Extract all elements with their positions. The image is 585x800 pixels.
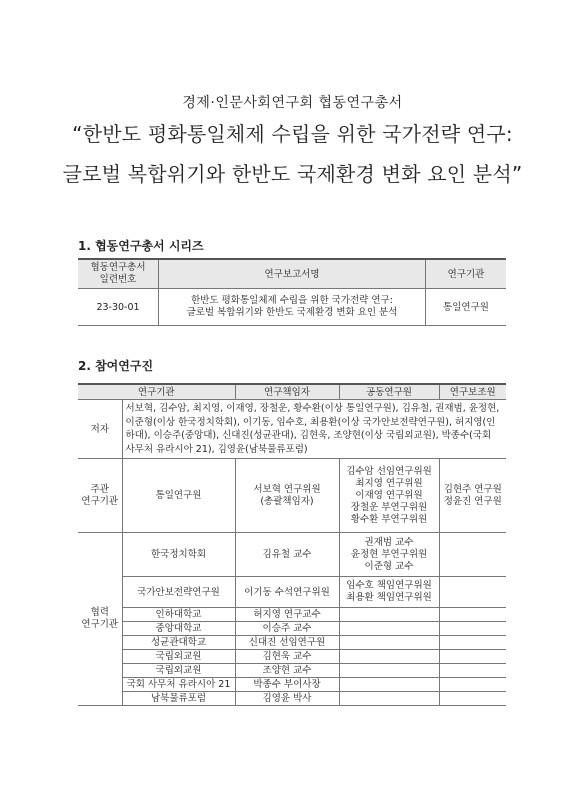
series-number: 23-30-01	[78, 289, 159, 326]
partner-co-researchers	[339, 678, 439, 692]
header-report-name: 연구보고서명	[159, 259, 426, 289]
partner-assistants	[439, 622, 506, 636]
partner-institutions-label: 협력 연구기관	[78, 533, 122, 706]
report-name: 한반도 평화통일체제 수립을 위한 국가전략 연구: 글로벌 복합위기와 한반도 국제환경 변화 요인 분석	[159, 289, 426, 326]
researchers-table	[78, 383, 506, 706]
header-series-number: 협동연구총서 일련번호	[78, 259, 159, 289]
partner-pi: 이기동 수석연구위원	[235, 577, 339, 608]
partner-institution: 국립외교원	[122, 650, 235, 664]
section-series-title: 1. 협동연구총서 시리즈	[78, 239, 204, 253]
partner-institution: 국립외교원	[122, 664, 235, 678]
lead-institution-name: 통일연구원	[122, 459, 235, 533]
partner-pi: 김유철 교수	[235, 533, 339, 577]
partner-institution: 성균관대학교	[122, 636, 235, 650]
partner-assistants	[439, 577, 506, 608]
header-assistants: 연구보조원	[439, 384, 506, 400]
partner-assistants	[439, 636, 506, 650]
table-row	[78, 692, 506, 706]
partner-pi: 조양현 교수	[235, 664, 339, 678]
lead-institution-row	[78, 459, 506, 533]
report-institution: 통일연구원	[426, 289, 507, 326]
section-researchers-title: 2. 참여연구진	[78, 359, 154, 373]
lead-assistants: 김현주 연구원 정윤진 연구원	[439, 459, 506, 533]
partner-institution: 국가안보전략연구원	[122, 577, 235, 608]
header-institution: 연구기관	[426, 259, 507, 289]
lead-pi: 서보혁 연구위원 (총괄책임자)	[235, 459, 339, 533]
partner-co-researchers	[339, 692, 439, 706]
authors-list: 서보혁, 김수암, 최지영, 이재영, 장철운, 황수환(이상 통일연구원), 김유철, 권재범, 윤정현, 이준형(이상 한국정치학회), 이기동, 임수호, 최용환(이상 국가안보전략연구원), 허지영(인하대), 이승주(중앙대), 신대진(성균관대), 김현욱, 조양현(이상 국립외교원), 박종수(국회 사무처 유라시아 21), 김영윤(남북물류포럼)	[122, 400, 506, 459]
partner-co-researchers	[339, 650, 439, 664]
partner-pi: 김영윤 박사	[235, 692, 339, 706]
partner-institution: 중앙대학교	[122, 622, 235, 636]
partner-assistants	[439, 608, 506, 622]
authors-label: 저자	[78, 400, 122, 459]
partner-pi: 김현욱 교수	[235, 650, 339, 664]
partner-assistants	[439, 533, 506, 577]
series-subtitle: 경제·인문사회연구회 협동연구총서	[182, 95, 403, 111]
partner-institution: 국회 사무처 유라시아 21	[122, 678, 235, 692]
table-row	[78, 678, 506, 692]
table-row	[78, 622, 506, 636]
partner-assistants	[439, 664, 506, 678]
partner-assistants	[439, 692, 506, 706]
partner-co-researchers	[339, 636, 439, 650]
partner-assistants	[439, 678, 506, 692]
partner-pi: 이승주 교수	[235, 622, 339, 636]
table-row	[78, 664, 506, 678]
header-pi: 연구책임자	[235, 384, 339, 400]
lead-institution-label: 주관 연구기관	[78, 459, 122, 533]
lead-co-researchers: 김수암 선임연구위원 최지영 연구위원 이재영 연구위원 장철운 부연구위원 황수환 부연구위원	[339, 459, 439, 533]
table-row	[78, 289, 506, 326]
table-row	[78, 533, 506, 577]
header-co-researchers: 공동연구원	[339, 384, 439, 400]
report-title-line1: “한반도 평화통일체제 수립을 위한 국가전략 연구:	[72, 122, 513, 146]
partner-co-researchers	[339, 664, 439, 678]
table-row	[78, 577, 506, 608]
table-row	[78, 636, 506, 650]
partner-institution: 한국정치학회	[122, 533, 235, 577]
table-header-row	[78, 259, 506, 289]
authors-row	[78, 400, 506, 459]
partner-co-researchers: 권재범 교수 윤정현 부연구위원 이준형 교수	[339, 533, 439, 577]
header-institution: 연구기관	[78, 384, 235, 400]
partner-pi: 허지영 연구교수	[235, 608, 339, 622]
partner-pi: 박종수 부이사장	[235, 678, 339, 692]
table-header-row	[78, 384, 506, 400]
series-table	[78, 258, 506, 326]
partner-institution: 남북물류포럼	[122, 692, 235, 706]
report-title-line2: 글로벌 복합위기와 한반도 국제환경 변화 요인 분석”	[62, 162, 523, 186]
table-row	[78, 650, 506, 664]
partner-co-researchers	[339, 608, 439, 622]
partner-co-researchers: 임수호 책임연구위원 최용환 책임연구위원	[339, 577, 439, 608]
partner-co-researchers	[339, 622, 439, 636]
partner-institution: 인하대학교	[122, 608, 235, 622]
partner-assistants	[439, 650, 506, 664]
partner-pi: 신대진 선임연구원	[235, 636, 339, 650]
table-row	[78, 608, 506, 622]
